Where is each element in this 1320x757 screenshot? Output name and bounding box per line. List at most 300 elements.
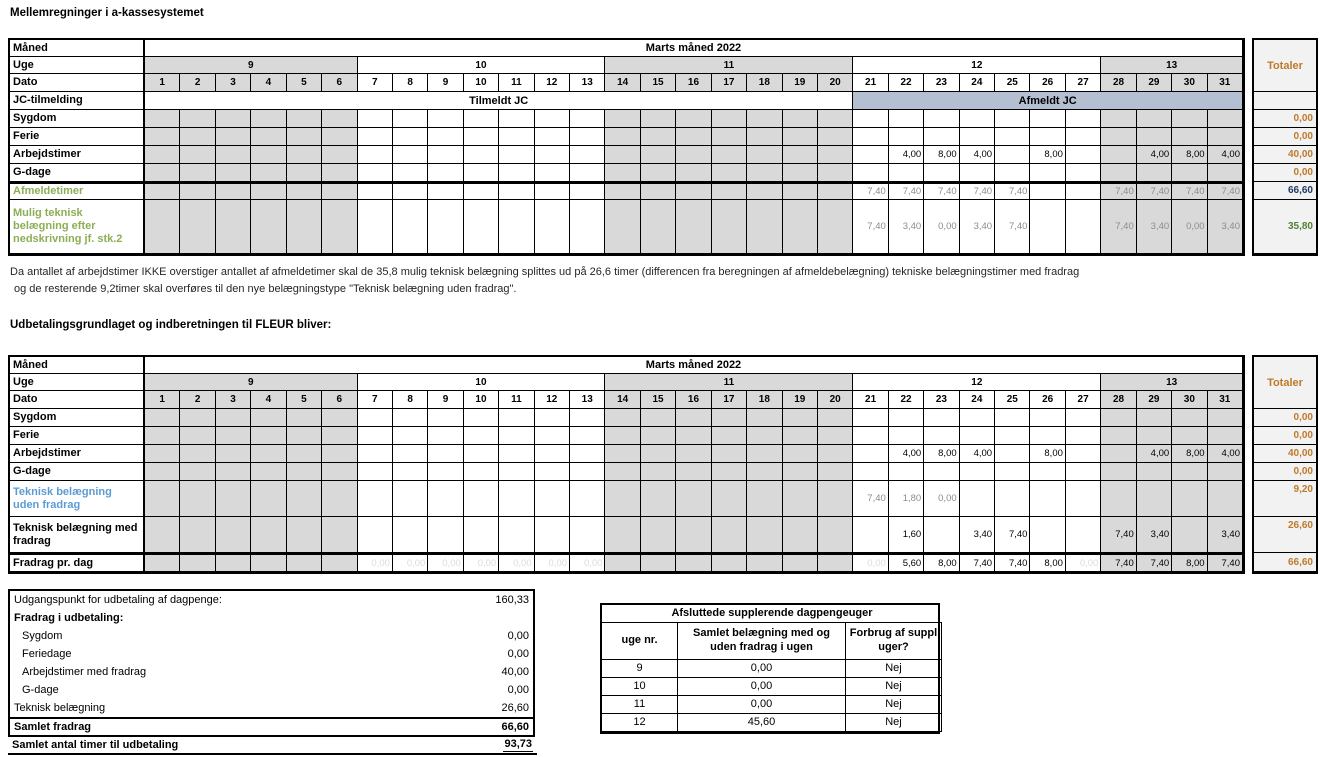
value-cell bbox=[747, 481, 782, 517]
value-cell bbox=[145, 481, 180, 517]
date-cell: 3 bbox=[216, 74, 251, 92]
value-cell bbox=[605, 146, 640, 164]
value-cell bbox=[393, 164, 428, 182]
value-cell bbox=[889, 463, 924, 481]
value-cell bbox=[287, 146, 322, 164]
value-cell bbox=[1066, 182, 1101, 200]
date-cell: 21 bbox=[853, 391, 888, 409]
date-cell: 13 bbox=[570, 74, 605, 92]
value-cell: 4,00 bbox=[1137, 146, 1172, 164]
value-cell bbox=[1172, 128, 1207, 146]
value-cell bbox=[1101, 481, 1136, 517]
week-number: 11 bbox=[605, 374, 853, 391]
value-cell: 3,40 bbox=[960, 200, 995, 254]
week-number: 11 bbox=[605, 57, 853, 74]
value-cell bbox=[428, 110, 463, 128]
date-cell: 20 bbox=[818, 74, 853, 92]
row-label-jc-tilmelding: JC-tilmelding bbox=[10, 92, 145, 110]
total-cell: 0,00 bbox=[1254, 128, 1316, 146]
week-number: 13 bbox=[1101, 374, 1243, 391]
date-cell: 3 bbox=[216, 391, 251, 409]
value-cell bbox=[393, 427, 428, 445]
value-cell bbox=[287, 463, 322, 481]
value-cell bbox=[535, 110, 570, 128]
value-cell bbox=[251, 409, 286, 427]
value-cell: 8,00 bbox=[1030, 445, 1065, 463]
value-cell: 7,40 bbox=[1101, 517, 1136, 553]
date-cell: 1 bbox=[145, 391, 180, 409]
summary-row bbox=[10, 681, 533, 699]
forbrug-header: Forbrug af suppl uger? bbox=[846, 623, 942, 660]
value-cell bbox=[570, 128, 605, 146]
value-cell bbox=[676, 164, 711, 182]
value-cell bbox=[818, 128, 853, 146]
summary-row-value: 66,60 bbox=[501, 721, 529, 733]
value-cell bbox=[1030, 128, 1065, 146]
value-cell bbox=[641, 146, 676, 164]
value-cell bbox=[180, 553, 215, 572]
note-line-1: Da antallet af arbejdstimer IKKE overstiger antallet af afmeldetimer skal de 35,8 mulig teknisk belægning splittes ud på 26,6 timer (differencen fra beregningen af afmeldebelægning) tekniske belægningstimer med fradrag bbox=[10, 266, 1080, 278]
value-cell bbox=[1137, 427, 1172, 445]
value-cell: 7,40 bbox=[995, 517, 1030, 553]
value-cell: 8,00 bbox=[1030, 553, 1065, 572]
value-cell bbox=[1137, 409, 1172, 427]
value-cell bbox=[322, 409, 357, 427]
date-cell: 26 bbox=[1030, 74, 1065, 92]
value-cell bbox=[499, 481, 534, 517]
value-cell: 7,40 bbox=[889, 182, 924, 200]
summary-row bbox=[10, 591, 533, 609]
value-cell bbox=[251, 553, 286, 572]
summary-row-label: Samlet fradrag bbox=[14, 721, 92, 733]
date-cell: 14 bbox=[605, 74, 640, 92]
date-cell: 19 bbox=[783, 391, 818, 409]
value-cell bbox=[1101, 110, 1136, 128]
value-cell bbox=[960, 463, 995, 481]
value-cell bbox=[712, 553, 747, 572]
value-cell bbox=[1030, 164, 1065, 182]
value-cell bbox=[216, 427, 251, 445]
value-cell: 7,40 bbox=[960, 553, 995, 572]
value-cell bbox=[216, 463, 251, 481]
value-cell: 4,00 bbox=[889, 146, 924, 164]
date-cell: 31 bbox=[1208, 391, 1243, 409]
value-cell: 7,40 bbox=[1208, 553, 1243, 572]
value-cell bbox=[322, 481, 357, 517]
value-cell bbox=[464, 445, 499, 463]
value-cell bbox=[570, 182, 605, 200]
value-cell bbox=[818, 553, 853, 572]
value-cell bbox=[251, 164, 286, 182]
value-cell: 0,00 bbox=[499, 553, 534, 572]
row-label-dato: Dato bbox=[10, 391, 145, 409]
value-cell bbox=[322, 553, 357, 572]
value-cell bbox=[251, 200, 286, 254]
value-cell bbox=[605, 427, 640, 445]
value-cell bbox=[889, 110, 924, 128]
summary-row-value: 0,00 bbox=[507, 684, 529, 696]
value-cell bbox=[1208, 409, 1243, 427]
date-cell: 14 bbox=[605, 391, 640, 409]
value-cell bbox=[1101, 463, 1136, 481]
value-cell bbox=[1030, 110, 1065, 128]
value-cell bbox=[287, 200, 322, 254]
value-cell bbox=[712, 517, 747, 553]
value-cell bbox=[499, 164, 534, 182]
value-cell bbox=[995, 463, 1030, 481]
date-cell: 5 bbox=[287, 74, 322, 92]
value-cell bbox=[535, 128, 570, 146]
value-cell bbox=[287, 445, 322, 463]
value-cell: 0,00 bbox=[853, 553, 888, 572]
summary-row bbox=[10, 627, 533, 645]
value-cell bbox=[322, 517, 357, 553]
value-cell bbox=[393, 463, 428, 481]
value-cell: 3,40 bbox=[1208, 517, 1243, 553]
value-cell bbox=[641, 110, 676, 128]
row-label: G-dage bbox=[10, 164, 145, 182]
value-cell bbox=[358, 445, 393, 463]
date-cell: 9 bbox=[428, 391, 463, 409]
value-cell bbox=[216, 146, 251, 164]
value-cell: 0,00 bbox=[1066, 553, 1101, 572]
date-cell: 30 bbox=[1172, 391, 1207, 409]
value-cell bbox=[287, 427, 322, 445]
value-cell bbox=[358, 128, 393, 146]
total-cell: 0,00 bbox=[1254, 427, 1316, 445]
value-cell bbox=[428, 164, 463, 182]
calendar-table-mellemregning bbox=[8, 38, 1245, 256]
month-value: Marts måned 2022 bbox=[145, 40, 1243, 57]
value-cell bbox=[322, 427, 357, 445]
value-cell: 4,00 bbox=[960, 445, 995, 463]
value-cell bbox=[747, 553, 782, 572]
value-cell bbox=[251, 463, 286, 481]
date-cell: 27 bbox=[1066, 74, 1101, 92]
date-cell: 26 bbox=[1030, 391, 1065, 409]
value-cell bbox=[818, 409, 853, 427]
value-cell bbox=[853, 128, 888, 146]
value-cell bbox=[428, 517, 463, 553]
value-cell bbox=[464, 164, 499, 182]
week-number-cell: 9 bbox=[602, 660, 678, 678]
value-cell bbox=[428, 182, 463, 200]
value-cell bbox=[358, 110, 393, 128]
summary-row-label: Feriedage bbox=[22, 648, 72, 660]
value-cell bbox=[712, 445, 747, 463]
value-cell bbox=[180, 164, 215, 182]
value-cell: 7,40 bbox=[1137, 553, 1172, 572]
value-cell bbox=[570, 200, 605, 254]
week-number: 9 bbox=[145, 57, 358, 74]
value-cell bbox=[499, 146, 534, 164]
week-number: 12 bbox=[853, 57, 1101, 74]
value-cell bbox=[287, 128, 322, 146]
value-cell bbox=[535, 164, 570, 182]
value-cell bbox=[1137, 164, 1172, 182]
value-cell: 7,40 bbox=[853, 182, 888, 200]
value-cell bbox=[712, 164, 747, 182]
date-cell: 2 bbox=[180, 74, 215, 92]
value-cell: 8,00 bbox=[1172, 553, 1207, 572]
row-label: Fradrag pr. dag bbox=[10, 553, 145, 572]
value-cell bbox=[251, 445, 286, 463]
value-cell bbox=[287, 164, 322, 182]
value-cell bbox=[1101, 146, 1136, 164]
date-cell: 7 bbox=[358, 74, 393, 92]
value-cell bbox=[889, 409, 924, 427]
week-number-cell: 11 bbox=[602, 696, 678, 714]
date-cell: 4 bbox=[251, 74, 286, 92]
value-cell bbox=[712, 481, 747, 517]
value-cell: 0,00 bbox=[393, 553, 428, 572]
value-cell bbox=[393, 200, 428, 254]
value-cell bbox=[960, 427, 995, 445]
value-cell bbox=[712, 427, 747, 445]
value-cell bbox=[322, 128, 357, 146]
value-cell bbox=[783, 553, 818, 572]
value-cell bbox=[358, 164, 393, 182]
date-cell: 21 bbox=[853, 74, 888, 92]
total-cell: 40,00 bbox=[1254, 146, 1316, 164]
value-cell bbox=[995, 445, 1030, 463]
value-cell bbox=[853, 517, 888, 553]
value-cell bbox=[853, 146, 888, 164]
value-cell bbox=[1208, 427, 1243, 445]
value-cell: 8,00 bbox=[1030, 146, 1065, 164]
value-cell bbox=[747, 146, 782, 164]
row-label: Arbejdstimer bbox=[10, 146, 145, 164]
value-cell bbox=[499, 182, 534, 200]
value-cell bbox=[924, 427, 959, 445]
total-cell: 0,00 bbox=[1254, 164, 1316, 182]
value-cell bbox=[180, 182, 215, 200]
value-cell: 8,00 bbox=[1172, 146, 1207, 164]
date-cell: 17 bbox=[712, 74, 747, 92]
value-cell: 8,00 bbox=[1172, 445, 1207, 463]
value-cell bbox=[145, 427, 180, 445]
value-cell: 0,00 bbox=[428, 553, 463, 572]
forbrug-cell: Nej bbox=[846, 660, 942, 678]
value-cell: 7,40 bbox=[1172, 182, 1207, 200]
value-cell bbox=[641, 164, 676, 182]
value-cell bbox=[358, 481, 393, 517]
belaegning-cell: 0,00 bbox=[678, 660, 846, 678]
value-cell bbox=[499, 110, 534, 128]
value-cell bbox=[428, 128, 463, 146]
date-cell: 18 bbox=[747, 74, 782, 92]
summary-final-row bbox=[8, 736, 537, 755]
value-cell bbox=[641, 463, 676, 481]
value-cell bbox=[641, 481, 676, 517]
value-cell: 1,80 bbox=[889, 481, 924, 517]
total-cell: 26,60 bbox=[1254, 517, 1316, 553]
total-cell: 0,00 bbox=[1254, 409, 1316, 427]
summary-row-label: G-dage bbox=[22, 684, 59, 696]
value-cell bbox=[535, 517, 570, 553]
value-cell bbox=[535, 445, 570, 463]
value-cell bbox=[145, 128, 180, 146]
value-cell bbox=[216, 182, 251, 200]
value-cell bbox=[747, 164, 782, 182]
value-cell bbox=[605, 481, 640, 517]
date-cell: 7 bbox=[358, 391, 393, 409]
value-cell: 4,00 bbox=[1208, 146, 1243, 164]
value-cell bbox=[1172, 517, 1207, 553]
value-cell bbox=[322, 146, 357, 164]
value-cell bbox=[1101, 445, 1136, 463]
date-cell: 17 bbox=[712, 391, 747, 409]
value-cell bbox=[216, 517, 251, 553]
date-cell: 8 bbox=[393, 391, 428, 409]
value-cell: 4,00 bbox=[960, 146, 995, 164]
value-cell bbox=[960, 110, 995, 128]
value-cell bbox=[145, 164, 180, 182]
value-cell bbox=[358, 409, 393, 427]
value-cell bbox=[889, 128, 924, 146]
value-cell bbox=[1030, 517, 1065, 553]
date-cell: 30 bbox=[1172, 74, 1207, 92]
value-cell bbox=[180, 481, 215, 517]
value-cell bbox=[322, 463, 357, 481]
value-cell bbox=[818, 200, 853, 254]
summary-row bbox=[10, 717, 533, 735]
value-cell: 0,00 bbox=[358, 553, 393, 572]
totals-header: Totaler bbox=[1254, 357, 1316, 409]
month-value: Marts måned 2022 bbox=[145, 357, 1243, 374]
row-label: Mulig teknisk belægning efter nedskrivning jf. stk.2 bbox=[10, 200, 145, 254]
value-cell bbox=[712, 128, 747, 146]
value-cell bbox=[322, 110, 357, 128]
value-cell bbox=[287, 110, 322, 128]
value-cell bbox=[853, 445, 888, 463]
date-cell: 16 bbox=[676, 74, 711, 92]
value-cell: 7,40 bbox=[1101, 182, 1136, 200]
summary-row bbox=[10, 699, 533, 717]
value-cell bbox=[605, 553, 640, 572]
value-cell bbox=[180, 409, 215, 427]
date-cell: 11 bbox=[499, 391, 534, 409]
value-cell bbox=[712, 182, 747, 200]
value-cell bbox=[570, 164, 605, 182]
weeks-table-title: Afsluttede supplerende dagpengeuger bbox=[602, 605, 942, 623]
value-cell: 7,40 bbox=[924, 182, 959, 200]
summary-row-label: Fradrag i udbetaling: bbox=[14, 612, 124, 624]
total-cell: 66,60 bbox=[1254, 553, 1316, 572]
value-cell: 7,40 bbox=[853, 200, 888, 254]
value-cell bbox=[747, 463, 782, 481]
value-cell bbox=[960, 409, 995, 427]
value-cell bbox=[216, 445, 251, 463]
date-cell: 8 bbox=[393, 74, 428, 92]
value-cell bbox=[464, 463, 499, 481]
week-number: 10 bbox=[358, 374, 606, 391]
date-cell: 12 bbox=[535, 391, 570, 409]
value-cell bbox=[1066, 409, 1101, 427]
value-cell bbox=[783, 427, 818, 445]
date-cell: 19 bbox=[783, 74, 818, 92]
value-cell bbox=[605, 200, 640, 254]
week-number-cell: 10 bbox=[602, 678, 678, 696]
calendar-table-udbetaling bbox=[8, 355, 1245, 574]
value-cell bbox=[924, 463, 959, 481]
value-cell bbox=[393, 517, 428, 553]
value-cell bbox=[358, 463, 393, 481]
date-cell: 2 bbox=[180, 391, 215, 409]
note-line-2: og de resterende 9,2timer skal overføres til den nye belægningstype "Teknisk belægning uden fradrag". bbox=[14, 283, 517, 296]
date-cell: 10 bbox=[464, 74, 499, 92]
date-cell: 29 bbox=[1137, 74, 1172, 92]
value-cell: 7,40 bbox=[1101, 553, 1136, 572]
value-cell: 7,40 bbox=[1101, 200, 1136, 254]
row-label-maaned: Måned bbox=[10, 357, 145, 374]
value-cell: 7,40 bbox=[995, 200, 1030, 254]
value-cell bbox=[605, 409, 640, 427]
value-cell bbox=[145, 200, 180, 254]
value-cell bbox=[641, 553, 676, 572]
value-cell bbox=[287, 481, 322, 517]
value-cell bbox=[853, 110, 888, 128]
row-label-dato: Dato bbox=[10, 74, 145, 92]
value-cell bbox=[747, 517, 782, 553]
value-cell bbox=[251, 182, 286, 200]
value-cell: 0,00 bbox=[570, 553, 605, 572]
value-cell bbox=[464, 146, 499, 164]
value-cell bbox=[180, 517, 215, 553]
value-cell bbox=[676, 128, 711, 146]
value-cell bbox=[853, 463, 888, 481]
value-cell bbox=[322, 182, 357, 200]
value-cell bbox=[499, 427, 534, 445]
value-cell bbox=[747, 427, 782, 445]
belaegning-cell: 45,60 bbox=[678, 714, 846, 732]
row-label: Sygdom bbox=[10, 409, 145, 427]
belaegning-cell: 0,00 bbox=[678, 678, 846, 696]
value-cell bbox=[499, 445, 534, 463]
date-cell: 15 bbox=[641, 74, 676, 92]
row-label: G-dage bbox=[10, 463, 145, 481]
summary-row-value: 160,33 bbox=[495, 594, 529, 606]
date-cell: 25 bbox=[995, 74, 1030, 92]
value-cell bbox=[1101, 164, 1136, 182]
row-label: Sygdom bbox=[10, 110, 145, 128]
value-cell bbox=[464, 481, 499, 517]
row-label: Arbejdstimer bbox=[10, 445, 145, 463]
date-cell: 24 bbox=[960, 391, 995, 409]
value-cell bbox=[464, 517, 499, 553]
value-cell bbox=[1137, 481, 1172, 517]
value-cell: 7,40 bbox=[1208, 182, 1243, 200]
date-cell: 16 bbox=[676, 391, 711, 409]
value-cell bbox=[145, 463, 180, 481]
value-cell bbox=[358, 182, 393, 200]
value-cell bbox=[287, 553, 322, 572]
total-cell: 40,00 bbox=[1254, 445, 1316, 463]
value-cell bbox=[535, 427, 570, 445]
week-number: 9 bbox=[145, 374, 358, 391]
date-cell: 24 bbox=[960, 74, 995, 92]
value-cell bbox=[535, 463, 570, 481]
value-cell bbox=[145, 110, 180, 128]
date-cell: 15 bbox=[641, 391, 676, 409]
value-cell: 7,40 bbox=[960, 182, 995, 200]
total-cell: 66,60 bbox=[1254, 182, 1316, 200]
summary-final-label: Samlet antal timer til udbetaling bbox=[12, 738, 179, 751]
value-cell bbox=[818, 463, 853, 481]
value-cell bbox=[428, 146, 463, 164]
date-cell: 4 bbox=[251, 391, 286, 409]
value-cell bbox=[605, 110, 640, 128]
